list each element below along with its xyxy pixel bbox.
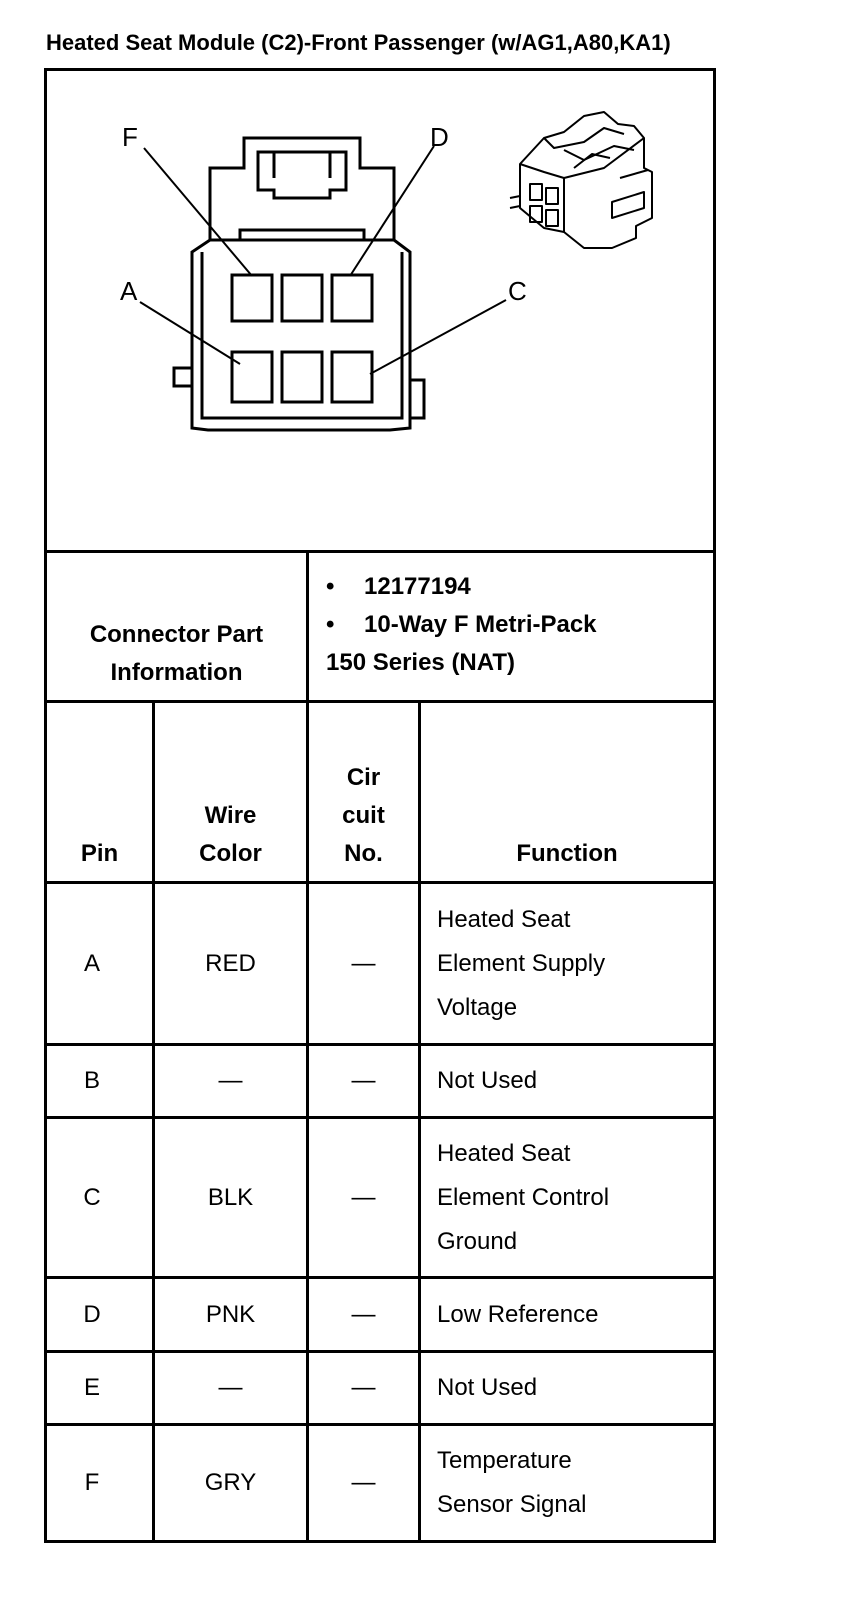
part-number: 12177194: [364, 573, 471, 600]
table-row-b-circuit: —: [351, 1067, 376, 1094]
table-row-b-pin: B: [83, 1067, 100, 1094]
pin-label-c: C: [508, 276, 527, 306]
pin-label-d: D: [430, 122, 449, 152]
rule-row-f: [44, 1540, 716, 1543]
table-row-a-pin: A: [83, 949, 100, 977]
header-function: Function: [516, 840, 618, 867]
table-row-f-wire: GRY: [204, 1469, 257, 1496]
connector-info-label: Connector Part Information: [89, 621, 264, 686]
pin-label-a: A: [120, 276, 138, 306]
connector-diagram: [44, 68, 716, 552]
table-row-d-wire: PNK: [205, 1300, 256, 1328]
table-row-e-wire: —: [218, 1374, 243, 1401]
connector-info-values: • 12177194 • 10-Way F Metri-Pack 150 Series (NAT): [326, 568, 597, 682]
table-row-d-circuit: —: [351, 1300, 376, 1328]
rule-info-divider: [306, 550, 309, 703]
table-row-f-function: Temperature Sensor Signal: [437, 1447, 587, 1518]
table-row-b-wire: —: [218, 1067, 243, 1094]
table-row-e-circuit: —: [351, 1374, 376, 1401]
table-row-a-function: Heated Seat Element Supply Voltage: [437, 905, 606, 1021]
table-row-d-pin: D: [83, 1300, 101, 1328]
connector-type: 10-Way F Metri-Pack: [364, 611, 597, 638]
table-row-e-pin: E: [83, 1374, 100, 1401]
table-row-b-function: Not Used: [437, 1067, 538, 1094]
header-wire-color: Wire Color: [199, 802, 262, 867]
leader-a: [140, 302, 240, 364]
table-row-c-function: Heated Seat Element Control Ground: [437, 1139, 610, 1255]
header-circuit-no: Cir cuit No.: [342, 764, 385, 867]
table-row-e-function: Not Used: [437, 1374, 538, 1401]
table-row-f-circuit: —: [351, 1469, 376, 1496]
page-title: Heated Seat Module (C2)-Front Passenger (w/AG1,A80,KA1): [46, 30, 671, 55]
table-row-c-pin: C: [83, 1183, 101, 1211]
connector-series: 150 Series (NAT): [326, 649, 515, 676]
leader-c: [370, 300, 506, 374]
table-row-c-wire: BLK: [207, 1183, 254, 1211]
table-row-c-circuit: —: [351, 1183, 376, 1211]
header-pin: Pin: [80, 840, 119, 867]
connector-3d-view: [510, 112, 652, 248]
leader-d: [350, 146, 434, 276]
table-row-d-function: Low Reference: [437, 1300, 599, 1328]
table-row-a-circuit: —: [351, 949, 376, 977]
table-row-f-pin: F: [84, 1469, 100, 1496]
table-row-a-wire: RED: [205, 949, 256, 977]
cavity-d-row: [232, 275, 272, 321]
pin-label-f: F: [122, 122, 138, 152]
